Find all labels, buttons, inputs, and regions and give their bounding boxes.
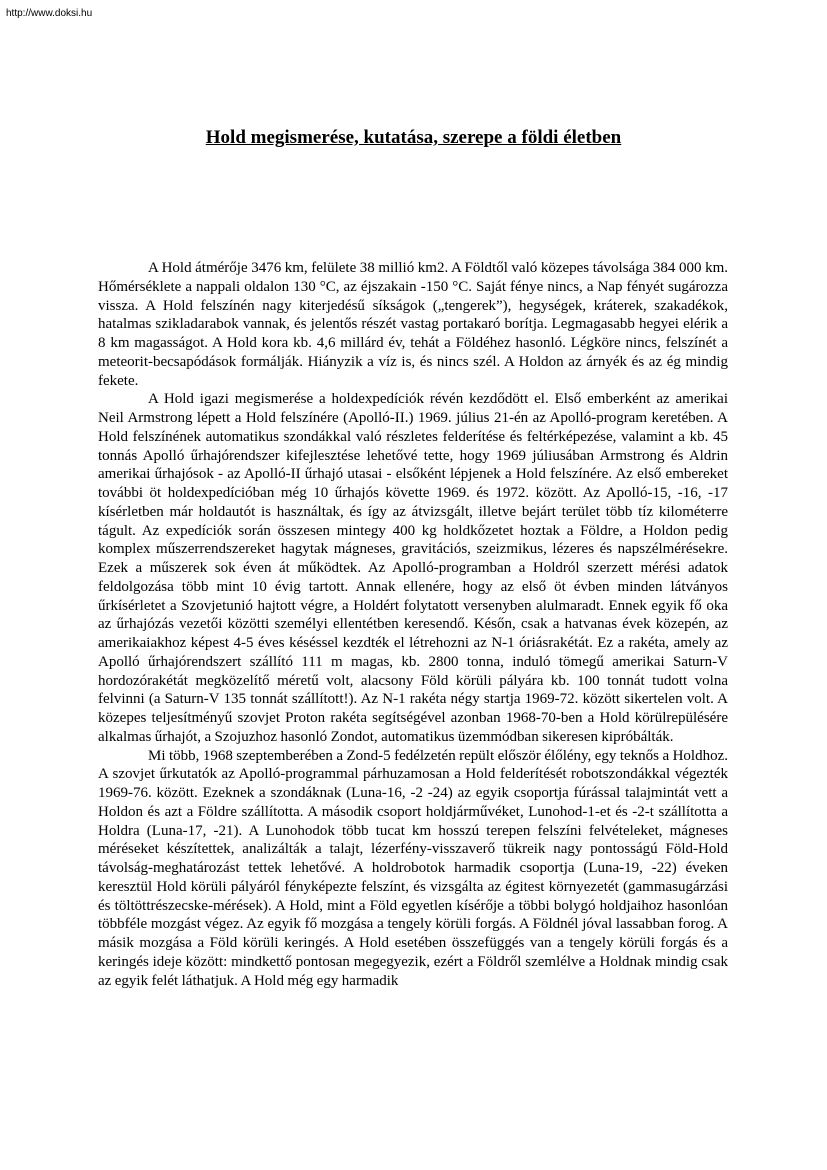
- paragraph-moon-expeditions: A Hold igazi megismerése a holdexpedíciók révén kezdődött el. Első emberként az amerikai Neil Armstrong lépett a Hold felszínére (Apolló-II.) 1969. július 21-én az Apolló-program keretében. A Hold felszínének automatikus szondákkal való részletes felderítése és feltérképezése, valamint a kb. 45 tonnás Apolló űrhajórendszer kifejlesztése lehetővé tette, hogy 1969 júliusában Armstrong és Aldrin amerikai űrhajósok - az Apolló-II űrhajó utasai - elsőként lépjenek a Hold felszínére. Az első embereket további öt holdexpedícióban még 10 űrhajós követte 1969. és 1972. között. Az Apolló-15, -16, -17 kísérletben már holdautót is használtak, és így az átvizsgált, illetve bejárt terület több tíz kilométerre tágult. Az expedíciók során összesen mintegy 400 kg holdkőzetet hoztak a Földre, a Holdon pedig komplex műszerrendszereket hagytak mágneses, gravitációs, szeizmikus, lézeres és napszélmérésekre. Ezek a műszerek sok éven át működtek. Az Apolló-programban a Holdról szerzett mérési adatok feldolgozása több mint 10 évig tartott. Annak ellenére, hogy az első öt évben minden látványos űrkísérletet a Szovjetunió hajtott végre, a Holdért folytatott versenyben alulmaradt. Ennek egyik fő oka az űrhajózás vezetői közötti személyi ellentétben keresendő. Későn, csak a hatvanas évek közepén, az amerikaiakhoz képest 4-5 éves késéssel kezdték el létrehozni az N-1 óriásrakétát. Ez a rakéta, amely az Apolló űrhajórendszert szállító 111 m magas, kb. 2800 tonna, induló tömegű amerikai Saturn-V hordozórakétát megközelítő méretű volt, alacsony Föld körüli pályára kb. 100 tonnát tudott volna felvinni (a Saturn-V 135 tonnát szállított!). Az N-1 rakéta négy startja 1969-72. között sikertelen volt. A közepes teljesítményű szovjet Proton rakéta segítségével azonban 1968-70-ben a Hold körülrepülésére alkalmas űrhajót, a Szojuzhoz hasonló Zondot, automatikus üzemmódban sikeresen kipróbálták.: [98, 391, 728, 745]
- paragraph-soviet-probes: Mi több, 1968 szeptemberében a Zond-5 fedélzetén repült először élőlény, egy teknős a Holdhoz. A szovjet űrkutatók az Apolló-programmal párhuzamosan a Hold felderítését robotszondákkal végezték 1969-76. között. Ezeknek a szondáknak (Luna-16, -2 -24) az egyik csoportja fúrással talajmintát vett a Holdon és azt a Földre szállította. A második csoport holdjárművéket, Lunohod-1-et és -2-t szállította a Holdra (Luna-17, -21). A Lunohodok több tucat km hosszú terepen felszíni felvételeket, mágneses méréseket készítettek, analizálták a talajt, lézerfény-visszaverő tükreik nagy pontosságú Föld-Hold távolság-meghatározást tettek lehetővé. A holdrobotok harmadik csoportja (Luna-19, -22) éveken keresztül Hold körüli pályáról fényképezte felszínt, és vizsgálta az égitest környezetét (gammasugárzási és töltöttrészecske-mérések). A Hold, mint a Föld egyetlen kísérője a többi bolygó holdjaihoz hasonlóan többféle mozgást végez. Az egyik fő mozgása a tengely körüli forgás. A Földnél jóval lassabban forog. A másik mozgása a Föld körüli keringés. A Hold esetében összefüggés van a tengely körüli forgás és a keringés ideje között: mindkettő pontosan megegyezik, ezért a Földről szemlélve a Holdnak mindig csak az egyik felét láthatjuk. A Hold még egy harmadik: [98, 747, 728, 989]
- document-title: Hold megismerése, kutatása, szerepe a földi életben: [205, 127, 622, 148]
- document-body: [98, 259, 728, 990]
- source-url: http://www.doksi.hu: [6, 8, 93, 19]
- paragraph-moon-facts: A Hold átmérője 3476 km, felülete 38 millió km2. A Földtől való közepes távolsága 384 000 km. Hőmérséklete a nappali oldalon 130 °C, az éjszakain -150 °C. Saját fénye nincs, a Nap fényét sugározza vissza. A Hold felszínén nagy kiterjedésű síkságok („tengerek”), hegységek, kráterek, szakadékok, hatalmas szikladarabok vannak, és jelentős részét vastag portakaró borítja. Legmagasabb hegyei elérik a 8 km magasságot. A Hold kora kb. 4,6 millárd év, tehát a Földéhez hasonló. Légköre nincs, felszínét a meteorit-becsapódások formálják. Hiányzik a víz is, és nincs szél. A Holdon az árnyék és az ég mindig fekete.: [98, 260, 728, 389]
